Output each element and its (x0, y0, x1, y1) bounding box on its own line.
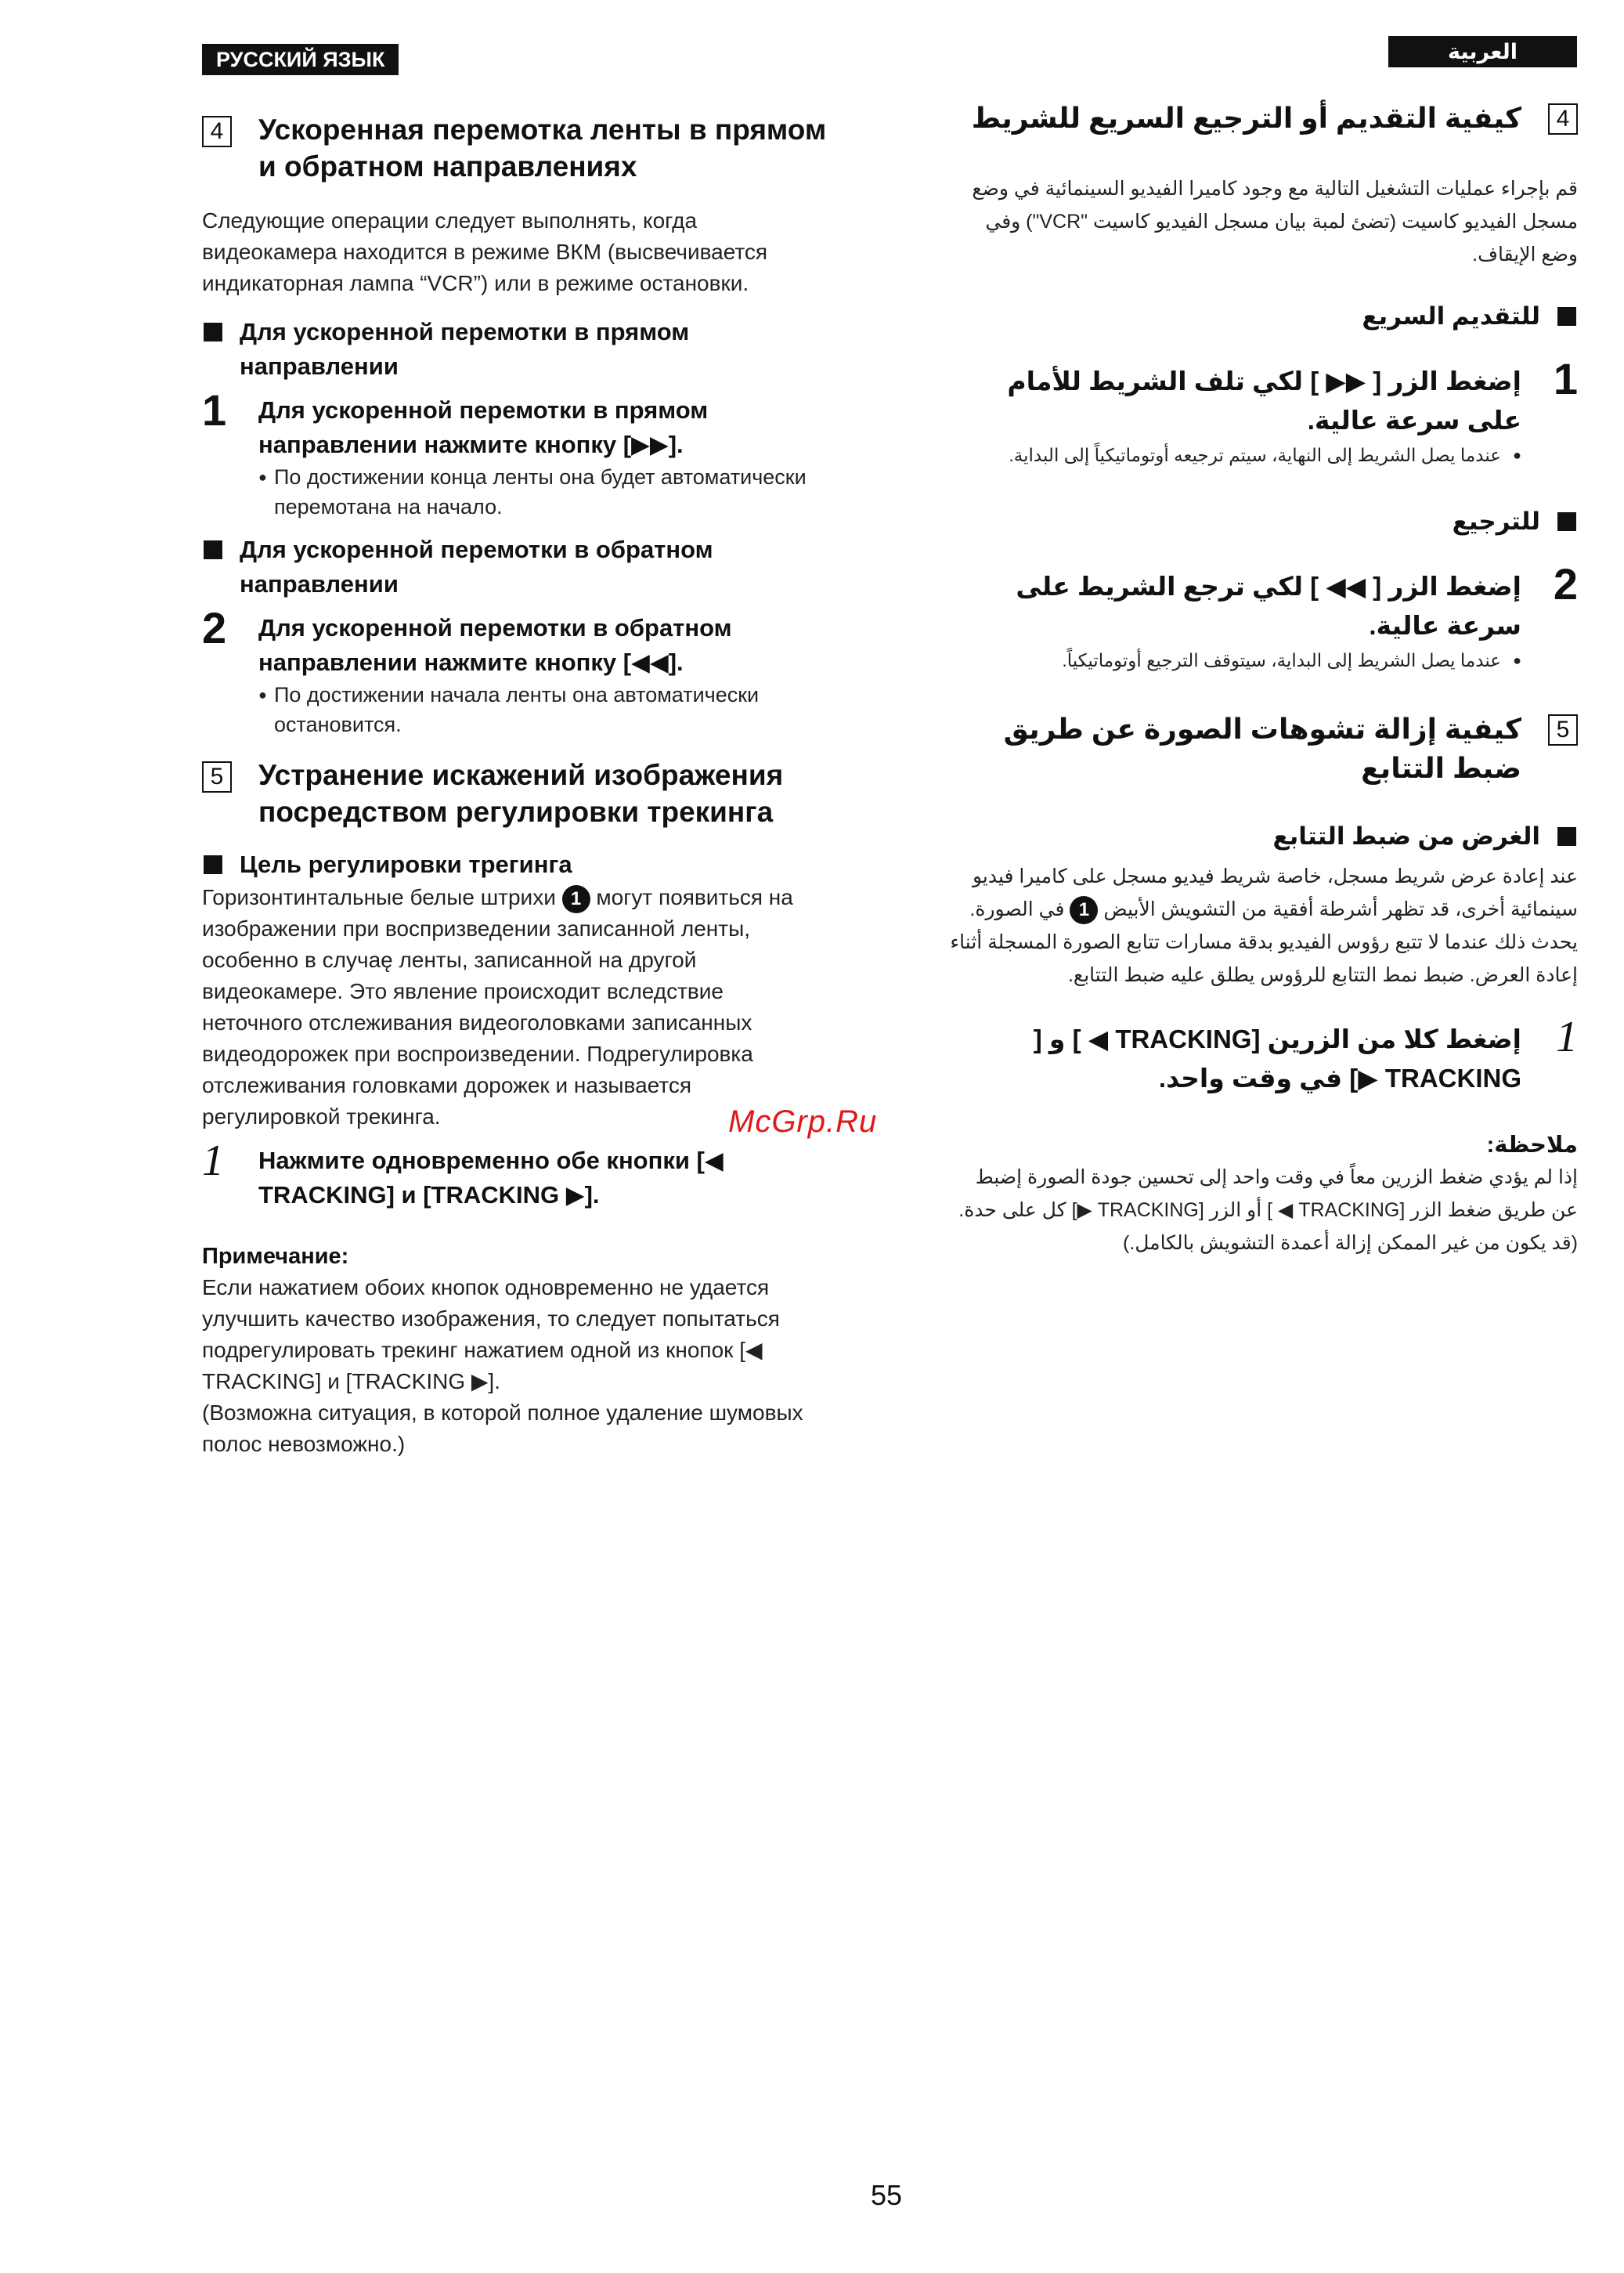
step-number: 1 (1553, 354, 1578, 403)
arabic-note-parenthetical: (قد يكون من غير الممكن إزالة أعمدة التشويش بالكامل.) (1122, 1232, 1578, 1254)
arabic-step-1-instruction: إضغط الزر [ ▶▶ ] لكي تلف الشريط للأمام على سرعة عالية. (1007, 367, 1521, 435)
section-5-heading (202, 757, 828, 830)
arabic-rewind-subheading (947, 504, 1578, 539)
arabic-section-4-title: كيفية التقديم أو الترجيع السريع للشريط (971, 102, 1521, 134)
arabic-section-5-number-box: 5 (1548, 714, 1578, 746)
arabic-fast-forward-subheading-text: للتقديم السريع (1362, 302, 1540, 330)
page-number: 55 (871, 2179, 903, 2211)
arabic-note-label: ملاحظة: (1486, 1133, 1578, 1158)
square-bullet-icon (1557, 307, 1576, 326)
arabic-tracking-step-instruction: إضغط كلا من الزرين [TRACKING ◀ ] و [ TRACKING ▶] في وقت واحد. (1033, 1024, 1521, 1093)
section-4-heading (202, 111, 828, 185)
step-number: 1 (1556, 1013, 1578, 1061)
square-bullet-icon (1557, 512, 1576, 531)
arabic-step-2-instruction: إضغط الزر [ ◀◀ ] لكي ترجع الشريط على سرعة عالية. (1016, 572, 1521, 640)
step-1-fast-forward (202, 385, 828, 522)
arabic-fast-forward-subheading (947, 299, 1578, 334)
arabic-step-1-note: ● عندما يصل الشريط إلى النهاية، سيتم ترجيعه أوتوماتيكياً إلى البداية. (947, 440, 1521, 470)
step-2-instruction: Для ускоренной перемотки в обратном направлении нажмите кнопку [◀◀]. (258, 614, 732, 676)
arabic-note-text: إذا لم يؤدي ضغط الزرين معاً في وقت واحد إلى تحسين جودة الصورة إضبط عن طريق ضغط الزر [TRACKING ◀ ] أو الزر [TRACKING ▶] كل على حدة. (958, 1166, 1578, 1221)
callout-marker-1: 1 (1070, 896, 1098, 924)
note-parenthetical: (Возможна ситуация, в которой полное удаление шумовых полос невозможно.) (202, 1400, 803, 1456)
step-1-instruction: Для ускоренной перемотки в прямом направлении нажмите кнопку [▶▶]. (258, 396, 709, 458)
step-2-note: ● По достижении начала ленты она автоматически остановится. (258, 680, 828, 739)
section-4-title: Ускоренная перемотка ленты в прямом и обратном направлениях (258, 114, 827, 182)
arabic-tracking-step-1 (947, 1013, 1578, 1098)
fast-forward-subheading (202, 315, 828, 384)
tracking-step-instruction: Нажмите одновременно обе кнопки [◀ TRACKING] и [TRACKING ▶]. (258, 1147, 724, 1209)
arabic-section-5-title: كيفية إزالة تشوهات الصورة عن طريق ضبط التتابع (1003, 713, 1521, 784)
arabic-step-2-note: ● عندما يصل الشريط إلى البداية، سيتوقف الترجيع أوتوماتيكياً. (947, 645, 1521, 675)
russian-column (202, 44, 828, 1460)
step-number: 1 (202, 385, 227, 435)
square-bullet-icon (204, 855, 222, 874)
arabic-section-4-number-box: 4 (1548, 103, 1578, 135)
tracking-purpose-text (202, 882, 828, 1133)
arabic-tracking-purpose-subheading (947, 819, 1578, 854)
callout-marker-1: 1 (562, 885, 590, 913)
watermark-logo: McGrp.Ru (728, 1104, 878, 1139)
arabic-tracking-purpose-text (947, 860, 1578, 992)
tracking-step-1 (202, 1136, 828, 1212)
step-number: 2 (202, 603, 227, 652)
rewind-subheading-text: Для ускоренной перемотки в обратном направлении (240, 536, 713, 598)
square-bullet-icon (204, 323, 222, 341)
step-number: 1 (202, 1136, 224, 1185)
arabic-section-4-intro: قم بإجراء عمليات التشغيل التالية مع وجود كاميرا الفيديو السينمائية في وضع مسجل الفيديو كاسيت (تضئ لمبة بيان مسجل الفيديو كاسيت "VCR") وفي وضع الإيقاف. (972, 178, 1578, 266)
tracking-purpose-subheading-text: Цель регулировки трегинга (240, 851, 572, 878)
tracking-purpose-text-start: Горизонтинтальные белые штрихи (202, 885, 556, 909)
language-badge-russian: РУССКИЙ ЯЗЫК (202, 44, 399, 75)
section-4-number-box: 4 (202, 116, 232, 147)
note-text: Если нажатием обоих кнопок одновременно не удается улучшить качество изображения, то следует попытаться подрегулировать трекинг нажатием одной из кнопок [◀ TRACKING] и [TRACKING ▶]. (202, 1275, 780, 1393)
language-badge-arabic: العربية (1388, 36, 1577, 67)
tracking-purpose-text-end: могут появиться на изображении при воспризведении записанной ленты, особенно в случаę ленты, записанной на другой видеокамере. Это явление происходит вследствие неточного отслеживания видеоголовками записанных видеодорожек при воспроизведении. Подрегулировка отслеживания головками дорожек и называется регулировкой трекинга. (202, 885, 793, 1129)
step-2-rewind (202, 603, 828, 739)
arabic-tracking-purpose-text-start: عند إعادة عرض شريط مسجل، خاصة شريط فيديو مسجل على كاميرا فيديو سينمائية أخرى، قد تظهر أشرطة أفقية من التشويش الأبيض (973, 865, 1578, 920)
rewind-subheading (202, 533, 828, 602)
arabic-step-1 (947, 354, 1578, 470)
arabic-tracking-purpose-subheading-text: الغرض من ضبط التتابع (1272, 822, 1540, 850)
arabic-rewind-subheading-text: للترجيع (1452, 508, 1540, 535)
arabic-section-5-heading (947, 710, 1578, 788)
section-5-number-box: 5 (202, 761, 232, 793)
note-label: Примечание: (202, 1244, 349, 1269)
fast-forward-subheading-text: Для ускоренной перемотки в прямом направлении (240, 318, 690, 380)
step-1-note: ● По достижении конца ленты она будет автоматически перемотана на начало. (258, 462, 828, 522)
square-bullet-icon (1557, 827, 1576, 846)
tracking-purpose-subheading (202, 847, 828, 882)
arabic-column (947, 34, 1578, 1259)
arabic-section-4-heading (947, 99, 1578, 138)
step-number: 2 (1553, 559, 1578, 609)
section-4-intro: Следующие операции следует выполнять, когда видеокамера находится в режиме ВКМ (высвечивается индикаторная лампа “VCR”) или в режиме остановки. (202, 208, 768, 295)
square-bullet-icon (204, 540, 222, 559)
arabic-tracking-purpose-text-end: في الصورة. يحدث ذلك عندما لا تتبع رؤوس الفيديو بدقة مسارات تتابع الصورة المسجلة أثناء إعادة العرض. ضبط نمط التتابع للرؤوس يطلق عليه ضبط التتابع. (950, 898, 1578, 986)
arabic-step-2 (947, 559, 1578, 675)
section-5-title: Устранение искажений изображения посредством регулировки трекинга (258, 759, 784, 828)
